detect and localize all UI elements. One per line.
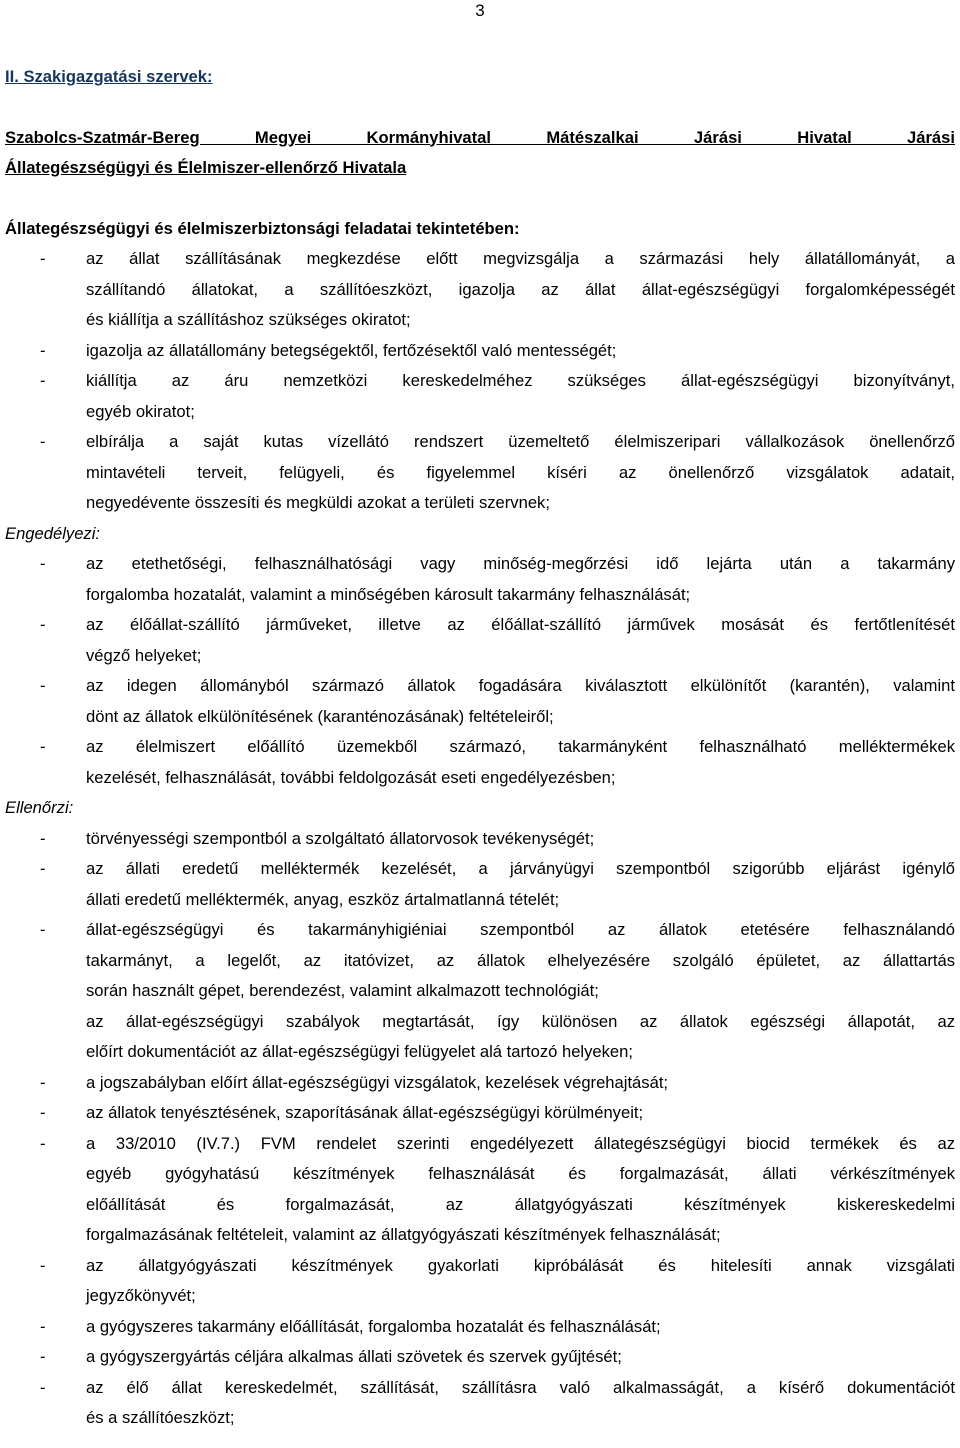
- control-item-text: jegyzőkönyvét;: [86, 1286, 196, 1305]
- control-item-text: törvényességi szempontból a szolgáltató állatorvosok tevékenységét;: [86, 828, 595, 848]
- license-item-text: az etethetőségi, felhasználhatósági vagy minőség-megőrzési idő lejárta után a takarmány: [86, 554, 955, 573]
- page-number: 3: [475, 1, 485, 20]
- control-item-text: az élő állat kereskedelmét, szállítását, szállításra való alkalmasságát, a kísérő dokumentációt: [86, 1377, 955, 1397]
- task-item-text: egyéb okiratot;: [86, 401, 195, 421]
- bullet-dash: -: [40, 371, 46, 390]
- control-item: [5, 1373, 955, 1434]
- office-title: [5, 123, 955, 184]
- bullet-dash: -: [40, 737, 46, 756]
- control-item: [5, 1129, 955, 1251]
- task-item-text: negyedévente összesíti és megküldi azokat a területi szervnek;: [86, 493, 550, 512]
- bullet-dash: -: [40, 249, 46, 268]
- controls-label: Ellenőrzi:: [5, 798, 74, 817]
- license-item: [5, 610, 955, 671]
- control-item: [5, 824, 955, 855]
- bullet-dash: -: [40, 676, 46, 695]
- document-body: [5, 62, 955, 1434]
- control-item-continuation: az állat-egészségügyi szabályok megtartását, így különösen az állatok egészségi állapotát, az: [86, 1011, 955, 1031]
- control-item-text: takarmányt, a legelőt, az itatóvizet, az állatok elhelyezésére szolgáló épületet, az állattartás: [86, 950, 955, 970]
- section-title: II. Szakigazgatási szervek:: [5, 67, 213, 86]
- bullet-dash: -: [40, 1255, 46, 1275]
- control-item-text: az állati eredetű melléktermék kezelését, a járványügyi szempontból szigorúbb eljárást igénylő: [86, 859, 955, 878]
- bullet-dash: -: [40, 1377, 46, 1397]
- control-item-text: az állatok tenyésztésének, szaporításának állat-egészségügyi körülményeit;: [86, 1103, 644, 1122]
- control-item: [5, 1342, 955, 1373]
- license-item-text: dönt az állatok elkülönítésének (karanténozásának) feltételeiről;: [86, 706, 554, 726]
- bullet-dash: -: [40, 615, 46, 634]
- control-item-text: és a szállítóeszközt;: [86, 1408, 235, 1427]
- controls-list: [5, 824, 955, 1434]
- control-item-text: során használt gépet, berendezést, valamint alkalmazott technológiát;: [86, 981, 599, 1000]
- control-item-text: állat-egészségügyi és takarmányhigiéniai szempontból az állatok etetésére felhasználandó: [86, 920, 955, 939]
- bullet-dash: -: [40, 554, 46, 573]
- control-item-text: a 33/2010 (IV.7.) FVM rendelet szerinti engedélyezett állategészségügyi biocid termékek és az: [86, 1133, 955, 1153]
- control-item: [5, 1098, 955, 1129]
- control-item: [5, 915, 955, 1068]
- control-item-text: a gyógyszeres takarmány előállítását, forgalomba hozatalát és felhasználását;: [86, 1316, 661, 1336]
- task-item: [5, 427, 955, 519]
- control-item: [5, 1251, 955, 1312]
- task-item-text: igazolja az állatállomány betegségektől, fertőzésektől való mentességét;: [86, 340, 617, 360]
- task-item-text: és kiállítja a szállításhoz szükséges okiratot;: [86, 310, 411, 329]
- control-item-text: egyéb gyógyhatású készítmények felhasználását és forgalmazását, állati vérkészítmények: [86, 1164, 955, 1183]
- control-item-text: a jogszabályban előírt állat-egészségügyi vizsgálatok, kezelések végrehajtását;: [86, 1072, 669, 1092]
- bullet-dash: -: [40, 859, 46, 878]
- bullet-dash: -: [40, 432, 46, 451]
- control-item-text: a gyógyszergyártás céljára alkalmas állati szövetek és szervek gyűjtését;: [86, 1347, 622, 1366]
- bullet-dash: -: [40, 828, 46, 848]
- bullet-dash: -: [40, 340, 46, 360]
- task-item-text: szállítandó állatokat, a szállítóeszközt, igazolja az állat állat-egészségügyi forgalomképességét: [86, 279, 955, 299]
- control-item-text: állati eredetű melléktermék, anyag, eszköz ártalmatlanná tételét;: [86, 889, 560, 909]
- licenses-label: Engedélyezi:: [5, 523, 101, 543]
- task-item: [5, 336, 955, 367]
- control-item-text: forgalmazásának feltételeit, valamint az állatgyógyászati készítmények felhasználását;: [86, 1225, 721, 1244]
- control-item-text: az állatgyógyászati készítmények gyakorlati kipróbálását és hitelesíti annak vizsgálati: [86, 1255, 955, 1275]
- control-item: [5, 854, 955, 915]
- control-item-text: előállítását és forgalmazását, az állatgyógyászati készítmények kiskereskedelmi: [86, 1194, 955, 1214]
- licenses-list: [5, 549, 955, 793]
- bullet-dash: -: [40, 1316, 46, 1336]
- license-item-text: az idegen állományból származó állatok fogadására kiválasztott elkülönítőt (karantén), valamint: [86, 676, 955, 695]
- tasks-heading: Állategészségügyi és élelmiszerbiztonsági feladatai tekintetében:: [5, 218, 520, 238]
- task-item-text: az állat szállításának megkezdése előtt megvizsgálja a származási hely állatállományát, a: [86, 249, 955, 268]
- task-item-text: kiállítja az áru nemzetközi kereskedelméhez szükséges állat-egészségügyi bizonyítványt,: [86, 371, 955, 390]
- bullet-dash: -: [40, 1133, 46, 1153]
- license-item: [5, 732, 955, 793]
- bullet-dash: -: [40, 1103, 46, 1122]
- spacer: [5, 184, 955, 214]
- task-item: [5, 366, 955, 427]
- bullet-dash: -: [40, 1072, 46, 1092]
- office-title-line-2: Állategészségügyi és Élelmiszer-ellenőrző Hivatala: [5, 158, 407, 177]
- license-item-text: forgalomba hozatalát, valamint a minőségében károsult takarmány felhasználását;: [86, 584, 691, 604]
- license-item-text: végző helyeket;: [86, 645, 202, 665]
- task-item-text: mintavételi terveit, felügyeli, és figyelemmel kíséri az önellenőrző vizsgálatok adatait,: [86, 462, 955, 482]
- license-item-text: az élelmiszert előállító üzemekből származó, takarmányként felhasználható melléktermékek: [86, 737, 955, 756]
- office-title-line-1: Szabolcs-Szatmár-Bereg Megyei Kormányhivatal Mátészalkai Járási Hivatal Járási: [5, 127, 955, 147]
- control-item-continuation: előírt dokumentációt az állat-egészségügyi felügyelet alá tartozó helyeken;: [86, 1042, 633, 1061]
- control-item: [5, 1312, 955, 1343]
- tasks-list: [5, 244, 955, 519]
- bullet-dash: -: [40, 1347, 46, 1366]
- license-item: [5, 549, 955, 610]
- license-item: [5, 671, 955, 732]
- license-item-text: kezelését, felhasználását, további feldolgozását eseti engedélyezésben;: [86, 767, 616, 787]
- control-item: [5, 1068, 955, 1099]
- bullet-dash: -: [40, 920, 46, 939]
- task-item-text: elbírálja a saját kutas vízellátó rendszert üzemeltető élelmiszeripari vállalkozások önellenőrző: [86, 432, 955, 451]
- license-item-text: az élőállat-szállító járműveket, illetve az élőállat-szállító járművek mosását és fertőtlenítését: [86, 615, 955, 634]
- task-item: [5, 244, 955, 336]
